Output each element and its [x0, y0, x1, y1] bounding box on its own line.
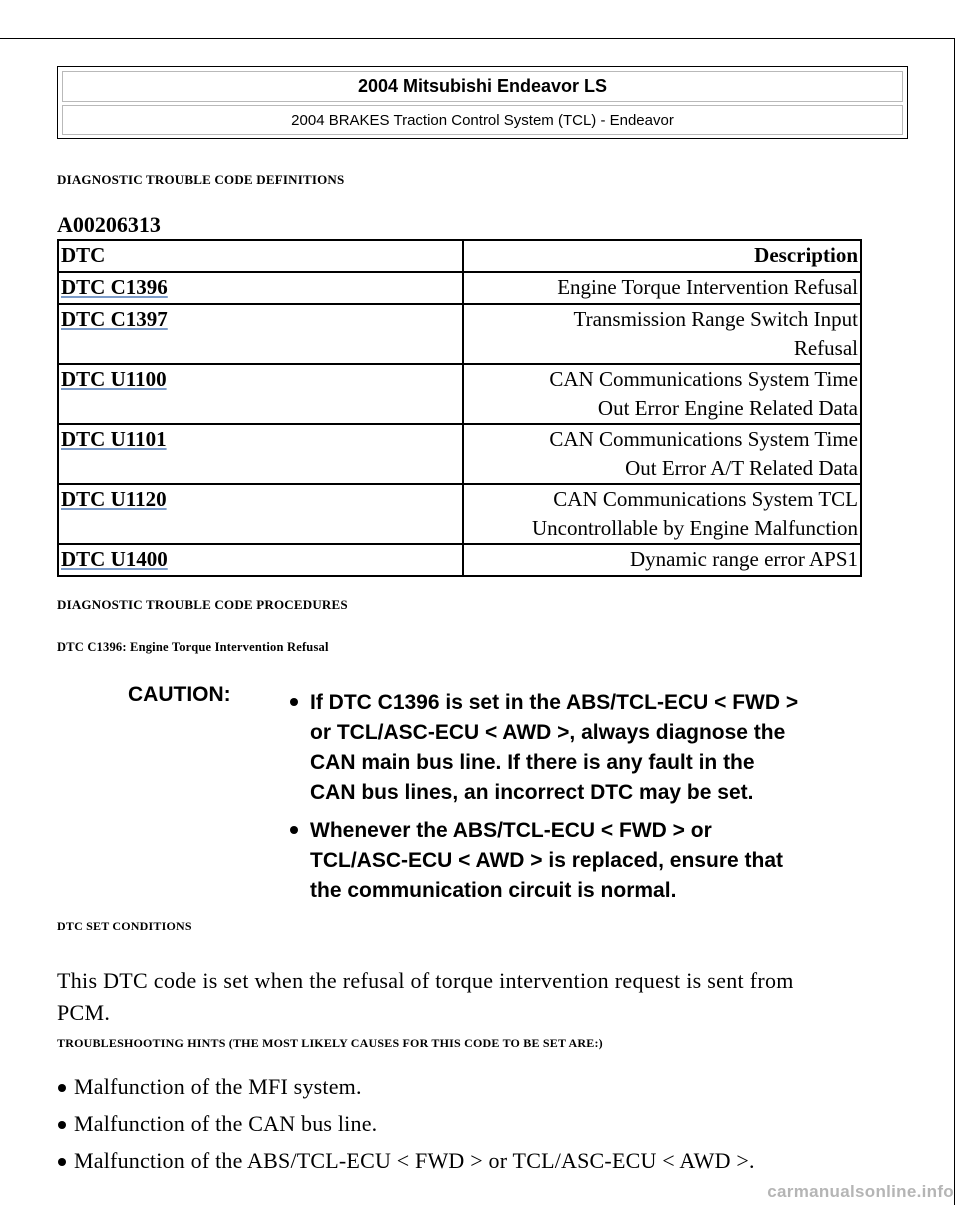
dtc-link-u1120[interactable]: DTC U1120 [61, 487, 167, 511]
table-row [58, 484, 861, 544]
list-item: Malfunction of the CAN bus line. [57, 1109, 937, 1139]
dtc-description: CAN Communications System Time Out Error Engine Related Data [463, 364, 861, 424]
list-item: Malfunction of the MFI system. [57, 1072, 937, 1102]
definitions-heading: DIAGNOSTIC TROUBLE CODE DEFINITIONS [57, 172, 345, 187]
dtc-link-c1397[interactable]: DTC C1397 [61, 307, 168, 331]
dtc-description: Engine Torque Intervention Refusal [463, 272, 861, 304]
column-header-description: Description [463, 240, 861, 272]
dtc-table [57, 239, 862, 577]
document-header [57, 66, 908, 139]
table-row [58, 364, 861, 424]
caution-label: CAUTION: [128, 683, 231, 706]
dtc-link-u1101[interactable]: DTC U1101 [61, 427, 167, 451]
document-title: 2004 Mitsubishi Endeavor LS [62, 71, 903, 102]
dtc-description: CAN Communications System TCL Uncontrollable by Engine Malfunction [463, 484, 861, 544]
procedures-heading: DIAGNOSTIC TROUBLE CODE PROCEDURES [57, 597, 348, 612]
dtc-description: CAN Communications System Time Out Error A/T Related Data [463, 424, 861, 484]
dtc-link-u1400[interactable]: DTC U1400 [61, 547, 168, 571]
dtc-link-c1396[interactable]: DTC C1396 [61, 275, 168, 299]
column-header-dtc: DTC [58, 240, 463, 272]
caution-item: If DTC C1396 is set in the ABS/TCL-ECU < FWD > or TCL/ASC-ECU < AWD >, always diagnose the CAN main bus line. If there is any fault in the CAN bus lines, an incorrect DTC may be set. [286, 688, 906, 808]
procedure-title: DTC C1396: Engine Torque Intervention Refusal [57, 640, 329, 654]
table-row [58, 544, 861, 576]
table-row [58, 272, 861, 304]
table-row [58, 424, 861, 484]
caution-item: Whenever the ABS/TCL-ECU < FWD > or TCL/ASC-ECU < AWD > is replaced, ensure that the communication circuit is normal. [286, 816, 906, 906]
dtc-link-u1100[interactable]: DTC U1100 [61, 367, 167, 391]
dtc-description: Transmission Range Switch Input Refusal [463, 304, 861, 364]
table-header-row [58, 240, 861, 272]
watermark: carmanualsonline.info [767, 1182, 954, 1201]
set-conditions-text: This DTC code is set when the refusal of torque intervention request is sent from PCM. [57, 968, 794, 1025]
hints-heading: TROUBLESHOOTING HINTS (THE MOST LIKELY CAUSES FOR THIS CODE TO BE SET ARE:) [57, 1036, 603, 1050]
table-row [58, 304, 861, 364]
caution-list [286, 688, 906, 914]
set-conditions-heading: DTC SET CONDITIONS [57, 919, 192, 933]
document-subtitle: 2004 BRAKES Traction Control System (TCL) - Endeavor [62, 105, 903, 135]
hints-list [57, 1072, 937, 1183]
figure-id: A00206313 [57, 212, 161, 237]
list-item: Malfunction of the ABS/TCL-ECU < FWD > or TCL/ASC-ECU < AWD >. [57, 1146, 937, 1176]
dtc-description: Dynamic range error APS1 [463, 544, 861, 576]
